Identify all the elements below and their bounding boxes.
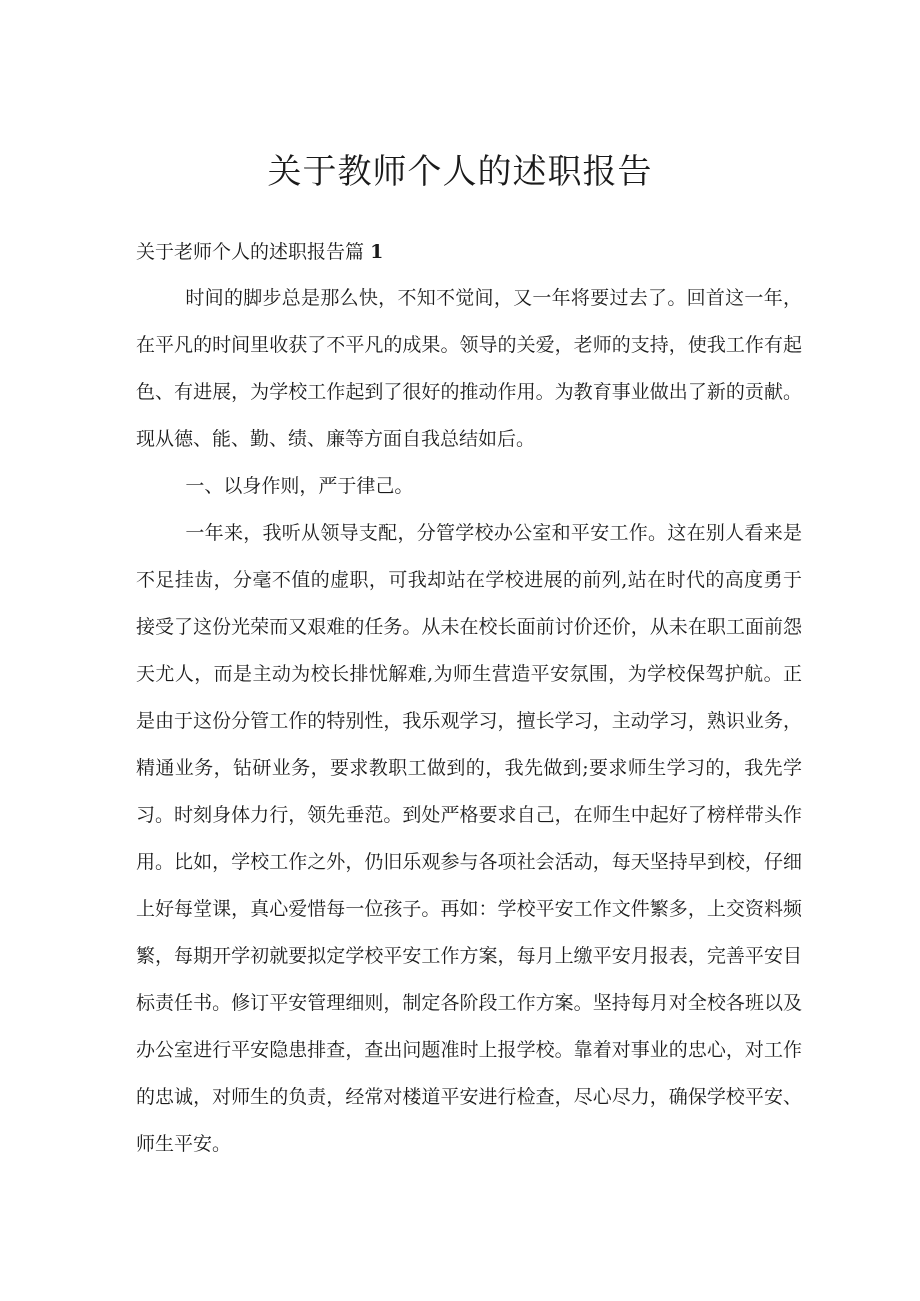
section-heading	[136, 238, 383, 266]
paragraph-main: 一年来，我听从领导支配，分管学校办公室和平安工作。这在别人看来是不足挂齿，分毫不值的虚职，可我却站在学校进展的前列,站在时代的高度勇于接受了这份光荣而又艰难的任务。从未在校长面前讨价还价，从未在职工面前怨天尤人，而是主动为校长排忧解难,为师生营造平安氛围，为学校保驾护航。正是由于这份分管工作的特别性，我乐观学习，擅长学习，主动学习，熟识业务，精通业务，钻研业务，要求教职工做到的，我先做到;要求师生学习的，我先学习。时刻身体力行，领先垂范。到处严格要求自己，在师生中起好了榜样带头作用。比如，学校工作之外，仍旧乐观参与各项社会活动，每天坚持早到校，仔细上好每堂课，真心爱惜每一位孩子。再如：学校平安工作文件繁多，上交资料频繁，每期开学初就要拟定学校平安工作方案，每月上缴平安月报表，完善平安目标责任书。修订平安管理细则，制定各阶段工作方案。坚持每月对全校各班以及办公室进行平安隐患排查，查出问题准时上报学校。靠着对事业的忠心，对工作的忠诚，对师生的负责，经常对楼道平安进行检查，尽心尽力，确保学校平安、师生平安。	[136, 522, 802, 1155]
section-heading-text: 关于老师个人的述职报告篇	[136, 241, 365, 263]
document-title: 关于教师个人的述职报告	[267, 152, 653, 192]
section-heading-number: 1	[370, 241, 384, 263]
paragraph-intro: 时间的脚步总是那么快，不知不觉间，又一年将要过去了。回首这一年，在平凡的时间里收获了不平凡的成果。领导的关爱，老师的支持，使我工作有起色、有进展，为学校工作起到了很好的推动作用。为教育事业做出了新的贡献。现从德、能、勤、绩、廉等方面自我总结如后。	[136, 287, 802, 450]
paragraph-section-heading: 一、以身作则，严于律己。	[185, 475, 414, 497]
document-body	[136, 275, 802, 1168]
